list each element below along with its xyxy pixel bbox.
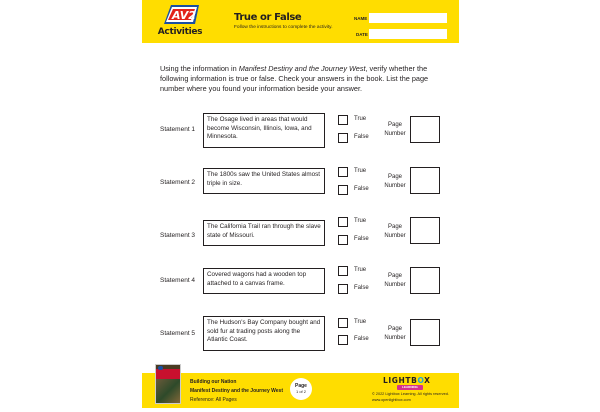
page-label: Page bbox=[295, 383, 307, 389]
logo-text-a: LIGHTB bbox=[383, 376, 418, 385]
av2-logo-icon bbox=[161, 4, 201, 26]
page-number-label: Page Number bbox=[384, 224, 406, 239]
lightbox-logo bbox=[383, 376, 431, 385]
false-label: False bbox=[354, 186, 369, 192]
true-label: True bbox=[354, 319, 367, 325]
statement-label: Statement 2 bbox=[160, 179, 196, 186]
date-label: DATE bbox=[356, 32, 368, 37]
false-checkbox[interactable] bbox=[338, 185, 348, 195]
date-input[interactable] bbox=[369, 29, 447, 39]
instructions-book-title: Manifest Destiny and the Journey West bbox=[238, 64, 366, 73]
page-number-input[interactable] bbox=[410, 217, 440, 244]
website-link[interactable]: www.openlightbox.com bbox=[372, 398, 411, 402]
page-number-input[interactable] bbox=[410, 319, 440, 346]
copyright: © 2022 Lightbox Learning. All rights reserved. bbox=[372, 392, 449, 396]
statement-label: Statement 3 bbox=[160, 232, 196, 239]
book-cover-image bbox=[155, 364, 181, 404]
cover-title-band bbox=[156, 369, 180, 379]
page-number-input[interactable] bbox=[410, 167, 440, 194]
false-checkbox[interactable] bbox=[338, 284, 348, 294]
name-label: NAME bbox=[354, 16, 368, 21]
logo-subtitle: Activities bbox=[157, 27, 203, 37]
page-number-label: Page Number bbox=[384, 326, 406, 341]
page-number-label: Page Number bbox=[384, 273, 406, 288]
footer-book-title: Manifest Destiny and the Journey West bbox=[190, 388, 283, 394]
statement-label: Statement 1 bbox=[160, 126, 196, 133]
statement-label: Statement 4 bbox=[160, 277, 196, 284]
true-checkbox[interactable] bbox=[338, 115, 348, 125]
false-label: False bbox=[354, 236, 369, 242]
statement-text: Covered wagons had a wooden top attached to a canvas frame. bbox=[203, 268, 325, 294]
statement-text: The Hudson's Bay Company bought and sold fur at trading posts along the Atlantic Coast. bbox=[203, 316, 325, 351]
page-number-input[interactable] bbox=[410, 116, 440, 143]
true-label: True bbox=[354, 267, 367, 273]
true-checkbox[interactable] bbox=[338, 318, 348, 328]
logo-text-o: O bbox=[417, 376, 425, 385]
false-checkbox[interactable] bbox=[338, 235, 348, 245]
false-checkbox[interactable] bbox=[338, 335, 348, 345]
instructions-text-b: , verify whether the following information is true or false. Check your answers in the book. List the page number where you found your information beside your answer. bbox=[160, 64, 429, 93]
statement-text: The 1800s saw the United States almost triple in size. bbox=[203, 168, 325, 194]
false-label: False bbox=[354, 336, 369, 342]
statement-text: The Osage lived in areas that would become Wisconsin, Illinois, Iowa, and Minnesota. bbox=[203, 113, 325, 148]
true-checkbox[interactable] bbox=[338, 167, 348, 177]
logo-text-b: X bbox=[424, 376, 431, 385]
true-checkbox[interactable] bbox=[338, 217, 348, 227]
instructions bbox=[160, 64, 450, 94]
name-input[interactable] bbox=[369, 13, 447, 23]
page-count: 1 of 2 bbox=[295, 389, 306, 394]
av2-logo bbox=[155, 4, 205, 40]
lightbox-learning-badge: LEARNING bbox=[397, 385, 423, 390]
cover-illustration bbox=[156, 379, 180, 404]
page-title: True or False bbox=[234, 12, 302, 23]
false-checkbox[interactable] bbox=[338, 133, 348, 143]
statement-label: Statement 5 bbox=[160, 330, 196, 337]
page-number-label: Page Number bbox=[384, 174, 406, 189]
page-number-label: Page Number bbox=[384, 122, 406, 137]
footer-reference: Reference: All Pages bbox=[190, 397, 237, 403]
statement-text: The California Trail ran through the slave state of Missouri. bbox=[203, 220, 325, 246]
true-label: True bbox=[354, 168, 367, 174]
false-label: False bbox=[354, 285, 369, 291]
true-label: True bbox=[354, 218, 367, 224]
page-number-input[interactable] bbox=[410, 267, 440, 294]
instructions-text-a: Using the information in bbox=[160, 64, 239, 73]
page-subtitle: Follow the instructions to complete the activity. bbox=[234, 25, 333, 30]
logo-text: AV2 bbox=[172, 9, 196, 22]
page-indicator bbox=[290, 378, 312, 400]
false-label: False bbox=[354, 134, 369, 140]
true-checkbox[interactable] bbox=[338, 266, 348, 276]
true-label: True bbox=[354, 116, 367, 122]
cover-badge bbox=[158, 366, 163, 370]
footer-series: Building our Nation bbox=[190, 379, 237, 385]
